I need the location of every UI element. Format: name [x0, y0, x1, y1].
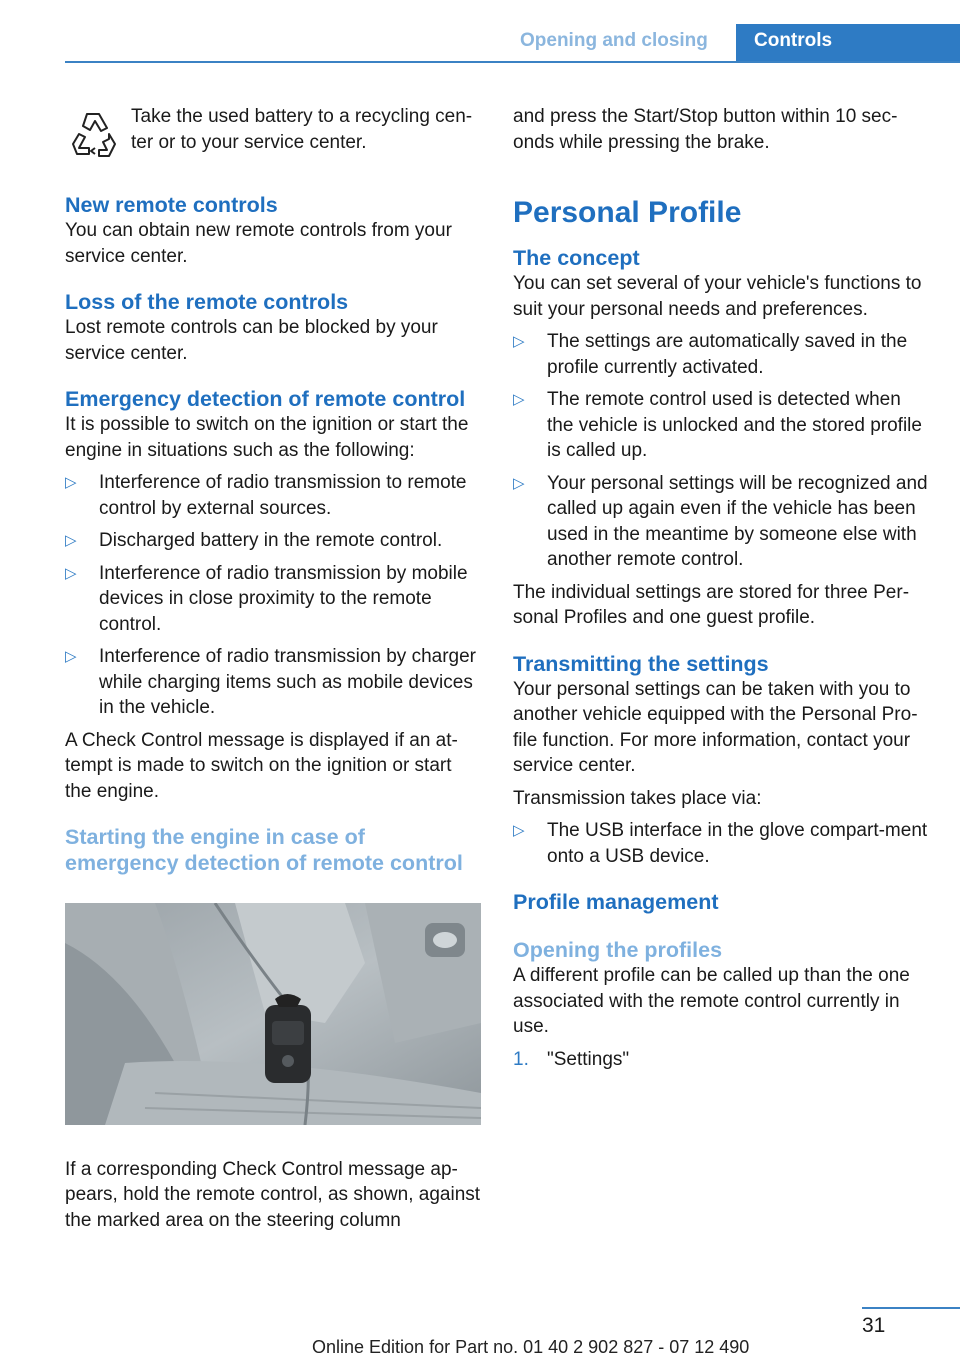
page-number: 31: [862, 1314, 886, 1337]
list-item: 1. "Settings": [513, 1048, 630, 1070]
profile-features-list: [513, 329, 930, 573]
heading-personal-profile: Personal Profile: [513, 196, 742, 229]
steering-column-key-photo: [65, 903, 481, 1125]
recycle-icon: [65, 106, 121, 162]
para-emergency-detection: It is possible to switch on the ignition or start the engine in situations such as the following:: [65, 414, 469, 461]
list-item: ▷ The USB interface in the glove compart-ment onto a USB device.: [513, 820, 928, 867]
edition-footer: Online Edition for Part no. 01 40 2 902 827 - 07 12 490: [312, 1337, 750, 1357]
para-loss-remote-controls: Lost remote controls can be blocked by your service center.: [65, 317, 438, 364]
triangle-bullet-icon: ▷: [65, 648, 77, 665]
heading-emergency-detection: Emergency detection of remote control: [65, 387, 466, 411]
para-after-photo: If a corresponding Check Control message ap-pears, hold the remote control, as shown, against the marked area on the steering column: [65, 1158, 481, 1231]
triangle-bullet-icon: ▷: [65, 564, 77, 582]
triangle-bullet-icon: ▷: [65, 532, 77, 549]
para-new-remote-controls: You can obtain new remote controls from your service center.: [65, 220, 452, 267]
left-column: [65, 104, 481, 1240]
header-section-title: Opening and closing: [520, 30, 708, 51]
heading-profile-management: Profile management: [513, 890, 719, 914]
heading-opening-profiles: Opening the profiles: [513, 938, 723, 962]
para-check-control: A Check Control message is displayed if an at-tempt is made to switch on the ignition or start the engine.: [65, 729, 458, 802]
list-item: ▷ Your personal settings will be recognized and called up again even if the vehicle has been used in the meantime by someone else with another remote control.: [513, 472, 928, 570]
triangle-bullet-icon: ▷: [513, 333, 525, 350]
list-item: ▷ The remote control used is detected when the vehicle is unlocked and the stored profile is called up.: [513, 389, 922, 461]
para-concept: You can set several of your vehicle's functions to suit your personal needs and preferences.: [513, 273, 922, 320]
right-column: [513, 104, 930, 1072]
para-transmission-via: Transmission takes place via:: [513, 787, 762, 809]
recycle-note-text: Take the used battery to a recycling cen-ter or to your service center.: [131, 106, 473, 153]
header-chapter-tab: Controls: [736, 24, 960, 62]
para-transmitting-settings: Your personal settings can be taken with you to another vehicle equipped with the Personal Pro-file function. For more information, contact your service center.: [513, 678, 918, 776]
triangle-bullet-icon: ▷: [513, 822, 525, 839]
para-stored-profiles: The individual settings are stored for three Per-sonal Profiles and one guest profile.: [513, 581, 910, 628]
opening-steps-list: [513, 1047, 930, 1073]
heading-starting-engine: Starting the engine in case of emergency detection of remote control: [65, 825, 463, 875]
heading-new-remote-controls: New remote controls: [65, 193, 278, 217]
list-item: ▷ Interference of radio transmission by mobile devices in close proximity to the remote control.: [65, 562, 468, 635]
heading-loss-remote-controls: Loss of the remote controls: [65, 290, 349, 314]
triangle-bullet-icon: ▷: [513, 391, 525, 408]
heading-the-concept: The concept: [513, 246, 640, 270]
triangle-bullet-icon: ▷: [513, 474, 525, 492]
recycle-note: [65, 104, 481, 166]
list-item: ▷ The settings are automatically saved in the profile currently activated.: [513, 331, 908, 378]
list-item: ▷ Interference of radio transmission to remote control by external sources.: [65, 472, 467, 519]
transmission-list: [513, 818, 930, 869]
heading-transmitting-settings: Transmitting the settings: [513, 651, 769, 676]
header-rule: [65, 61, 960, 63]
para-opening-profiles: A different profile can be called up than the one associated with the remote control currently in use.: [513, 965, 910, 1037]
page-number-rule: [862, 1307, 960, 1309]
emergency-situation-list: [65, 470, 481, 721]
triangle-bullet-icon: ▷: [65, 474, 77, 491]
list-item: ▷ Interference of radio transmission by charger while charging items such as mobile devices in the vehicle.: [65, 646, 477, 718]
para-continue: and press the Start/Stop button within 10 sec-onds while pressing the brake.: [513, 106, 898, 153]
list-item: ▷ Discharged battery in the remote control.: [65, 528, 481, 554]
